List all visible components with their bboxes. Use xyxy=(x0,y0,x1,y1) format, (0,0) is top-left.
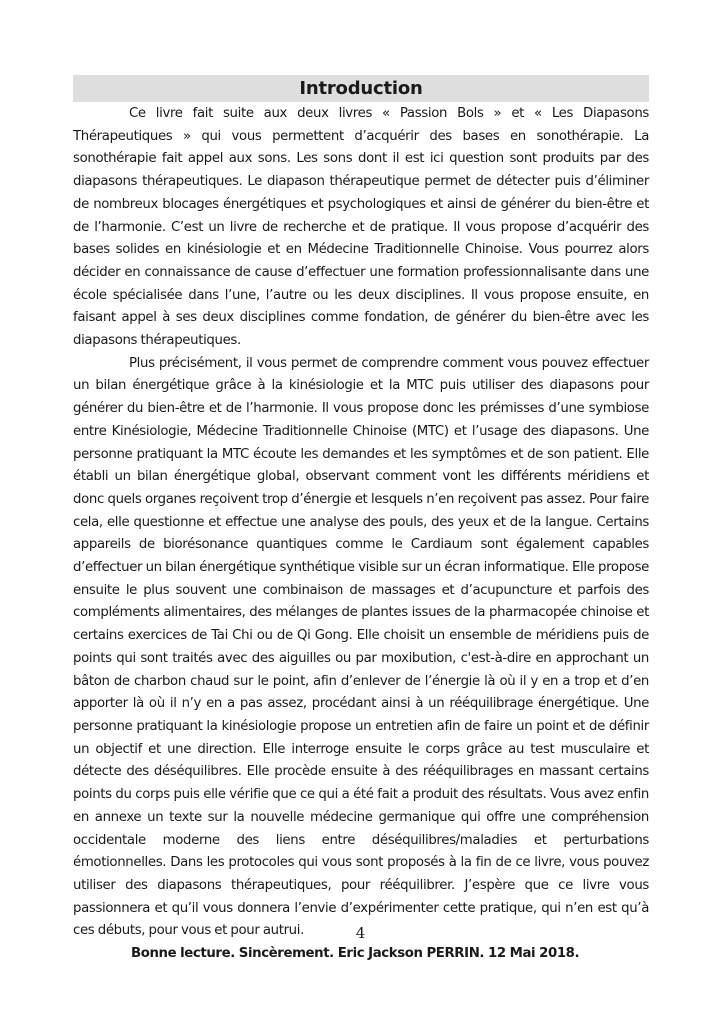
section-title-bar xyxy=(73,75,649,102)
paragraph-intro: Ce livre fait suite aux deux livres « Passion Bols » et « Les Diapasons Thérapeutiques » qui vous permettent d’acquérir des bases en sonothérapie. La sonothérapie fait appel aux sons. Les sons dont il est ici question sont produits par des diapasons thérapeutiques. Le diapason thérapeutique permet de détecter puis d’éliminer de nombreux blocages énergétiques et psychologiques et ainsi de générer du bien-être et de l’harmonie. C’est un livre de recherche et de pratique. Il vous propose d’acquérir des bases solides en kinésiologie et en Médecine Traditionnelle Chinoise. Vous pourrez alors décider en connaissance de cause d’effectuer une formation professionnalisante dans une école spécialisée dans l’une, l’autre ou les deux disciplines. Il vous propose ensuite, en faisant appel à ses deux disciplines comme fondation, de générer du bien-être avec les diapasons thérapeutiques. xyxy=(73,106,649,349)
section-title: Introduction xyxy=(299,78,423,99)
page-number: 4 xyxy=(355,924,366,942)
author-signoff: Bonne lecture. Sincèrement. Eric Jackson PERRIN. 12 Mai 2018. xyxy=(131,946,580,962)
paragraph-details: Plus précisément, il vous permet de comprendre comment vous pouvez effectuer un bilan énergétique grâce à la kinésiologie et la MTC puis utiliser des diapasons pour générer du bien-être et de l’harmonie. Il vous propose donc les prémisses d’une symbiose entre Kinésiologie, Médecine Traditionnelle Chinoise (MTC) et l’usage des diapasons. Une personne pratiquant la MTC écoute les demandes et les symptômes et de son patient. Elle établi un bilan énergétique global, observant comment vont les différents méridiens et donc quels organes reçoivent trop d’énergie et lesquels n’en reçoivent pas assez. Pour faire cela, elle questionne et effectue une analyse des pouls, des yeux et de la langue. Certains appareils de biorésonance quantiques comme le Cardiaum sont également capables d’effectuer un bilan énergétique synthétique visible sur un écran informatique. Elle propose ensuite le plus souvent une combinaison de massages et d’acupuncture et parfois des compléments alimentaires, des mélanges de plantes issues de la pharmacopée chinoise et certains exercices de Tai Chi ou de Qi Gong. Elle choisit un ensemble de méridiens puis de points qui sont traités avec des aiguilles ou par moxibution, c'est-à-dire en approchant un bâton de charbon chaud sur le point, afin d’enlever de l’énergie là où il y en a trop et d’en apporter là où il n’y en a pas assez, procédant ainsi à un rééquilibrage énergétique. Une personne pratiquant la kinésiologie propose un entretien afin de faire un point et de définir un objectif et une direction. Elle interroge ensuite le corps grâce au test musculaire et détecte des déséquilibres. Elle procède ensuite à des rééquilibrages en massant certains points du corps puis elle vérifie que ce qui a été fait a produit des résultats. Vous avez enfin en annexe un texte sur la nouvelle médecine germanique qui offre une compréhension occidentale moderne des liens entre déséquilibres/maladies et perturbations émotionnelles. Dans les protocoles qui vous sont proposés à la fin de ce livre, vous pouvez utiliser des diapasons thérapeutiques, pour rééquilibrer. J’espère que ce livre vous passionnera et qu’il vous donnera l’envie d’expérimenter cette pratique, qui n’en est qu’à ces débuts, pour vous et pour autrui. xyxy=(73,355,649,939)
document-page xyxy=(73,75,649,966)
